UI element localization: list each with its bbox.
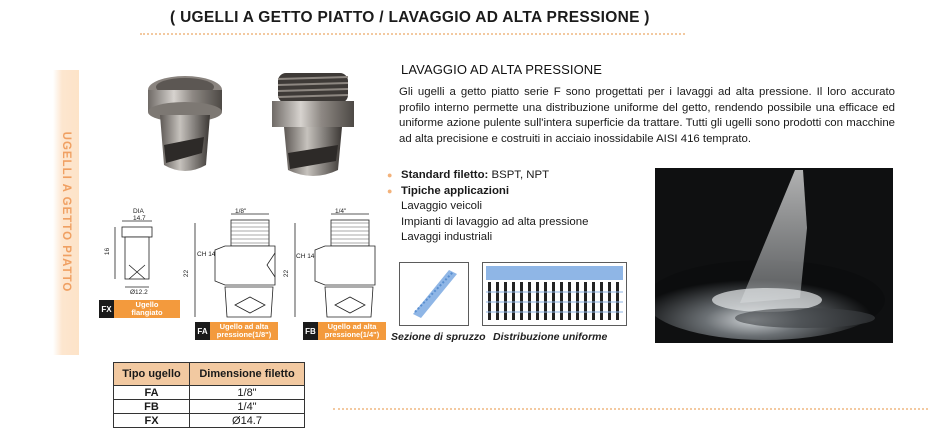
fx-dia-label: DIA: [133, 208, 144, 215]
fx-height: 16: [104, 247, 112, 256]
fa-code: FA: [195, 322, 210, 340]
application-item: Impianti di lavaggio ad alta pressione: [401, 215, 589, 228]
title-divider: [140, 33, 685, 35]
bullet-dot: ●: [387, 185, 393, 196]
fa-height: 22: [183, 269, 191, 278]
thread-row: [387, 168, 588, 184]
bottom-divider: [333, 408, 928, 410]
fb-height: 22: [283, 269, 291, 278]
thread-label: Standard filetto:: [401, 169, 489, 181]
spec-list: [387, 168, 588, 246]
col-header-type: Tipo ugello: [114, 363, 190, 386]
fa-label: Ugello ad alta pressione(1/8"): [210, 322, 278, 340]
fx-tag: [99, 300, 180, 318]
cell-size: Ø14.7: [190, 414, 305, 428]
uniform-distribution-diagram: [482, 262, 627, 326]
fa-hex-label: CH 14: [197, 251, 216, 258]
distribution-caption: Distribuzione uniforme: [493, 331, 608, 343]
table-row: [114, 400, 305, 414]
fa-tag: [195, 322, 278, 340]
bullet-dot: ●: [387, 170, 393, 180]
cell-size: 1/8": [190, 386, 305, 400]
fb-label: Ugello ad alta pressione(1/4"): [318, 322, 386, 340]
fx-dia-value: 14.7: [133, 215, 146, 222]
cell-type: FB: [114, 400, 190, 414]
table-row: [114, 414, 305, 428]
cell-size: 1/4": [190, 400, 305, 414]
applications-row: [387, 184, 588, 200]
fb-tag: [303, 322, 386, 340]
fx-code: FX: [99, 300, 114, 318]
fb-hex-label: CH 14: [296, 253, 315, 260]
cell-type: FX: [114, 414, 190, 428]
spray-section-diagram: [399, 262, 469, 326]
cell-type: FA: [114, 386, 190, 400]
page-title: ( UGELLI A GETTO PIATTO / LAVAGGIO AD ALTA PRESSIONE ): [170, 9, 650, 26]
spray-photo: [655, 168, 893, 343]
thread-value: BSPT, NPT: [488, 169, 550, 181]
application-item: Lavaggi industriali: [401, 231, 493, 244]
fa-nozzle-photo: [272, 73, 354, 176]
fx-label: Ugello flangiato: [114, 300, 180, 318]
spray-section-caption: Sezione di spruzzo: [391, 331, 486, 343]
application-item: Lavaggio veicoli: [401, 200, 483, 213]
description-paragraph: Gli ugelli a getto piatto serie F sono progettati per i lavaggi ad alta pressione. Il loro accurato profilo interno permette una distribuzione uniforme del getto, rendendo possibile una efficace ed uniforme azione pulente sull'intera superficie da trattare. Tutti gli ugelli sono prodotti con macchine ad alta precisione e costruiti in acciaio inossidabile AISI 416 temprato.: [399, 86, 895, 145]
nozzle-photos: [140, 65, 380, 190]
section-heading: LAVAGGIO AD ALTA PRESSIONE: [401, 62, 603, 77]
fb-code: FB: [303, 322, 318, 340]
fx-nozzle-photo: [148, 76, 222, 171]
table-header-row: [114, 363, 305, 386]
col-header-size: Dimensione filetto: [190, 363, 305, 386]
fa-thread-dim: 1/8": [235, 208, 247, 215]
nozzle-table: [113, 362, 305, 428]
fx-base-diameter: Ø12.2: [130, 289, 148, 296]
fb-thread-dim: 1/4": [335, 208, 347, 215]
table-row: [114, 386, 305, 400]
applications-label: Tipiche applicazioni: [401, 184, 510, 197]
